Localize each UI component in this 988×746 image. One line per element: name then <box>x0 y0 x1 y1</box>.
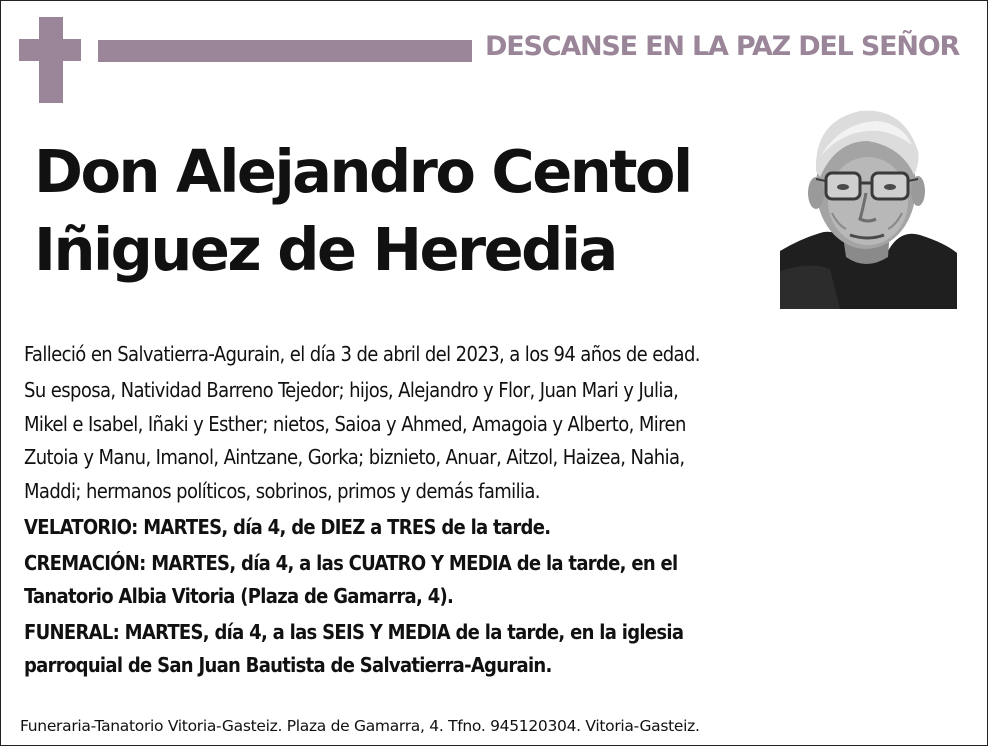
velatorio-notice: VELATORIO: MARTES, día 4, de DIEZ a TRES de la tarde. <box>24 515 551 539</box>
cremacion-line: CREMACIÓN: MARTES, día 4, a las CUATRO Y MEDIA de la tarde, en el <box>24 551 678 575</box>
portrait-photo-icon <box>780 101 957 309</box>
cross-icon-arm <box>19 39 81 61</box>
funeral-home-footer: Funeraria-Tanatorio Vitoria-Gasteiz. Plaza de Gamarra, 4. Tfno. 945120304. Vitoria-Gasteiz. <box>20 717 700 735</box>
deceased-name-line-1: Don Alejandro Centol <box>34 137 691 206</box>
deceased-name-line-2: Iñiguez de Heredia <box>34 215 616 284</box>
relatives-line: Zutoia y Manu, Imanol, Aintzane, Gorka; biznieto, Anuar, Aitzol, Haizea, Nahia, <box>24 445 685 469</box>
header-title: DESCANSE EN LA PAZ DEL SEÑOR <box>485 31 960 62</box>
relatives-line: Mikel e Isabel, Iñaki y Esther; nietos, Saioa y Ahmed, Amagoia y Alberto, Miren <box>24 411 686 436</box>
relatives-line: Maddi; hermanos políticos, sobrinos, primos y demás familia. <box>24 478 540 503</box>
cremacion-line: Tanatorio Albia Vitoria (Plaza de Gamarra, 4). <box>24 584 454 608</box>
funeral-notice <box>24 616 964 682</box>
relatives-line: Su esposa, Natividad Barreno Tejedor; hijos, Alejandro y Flor, Juan Mari y Julia, <box>24 378 679 402</box>
funeral-line: FUNERAL: MARTES, día 4, a las SEIS Y MEDIA de la tarde, en la iglesia <box>24 620 684 644</box>
relatives-paragraph <box>24 374 964 508</box>
header-divider-bar <box>98 40 472 62</box>
deceased-name <box>34 133 691 289</box>
cremacion-notice <box>24 547 964 613</box>
death-notice: Falleció en Salvatierra-Agurain, el día 3 de abril del 2023, a los 94 años de edad. <box>24 342 700 366</box>
obituary-body <box>24 338 964 682</box>
funeral-line: parroquial de San Juan Bautista de Salvatierra-Agurain. <box>24 653 552 677</box>
